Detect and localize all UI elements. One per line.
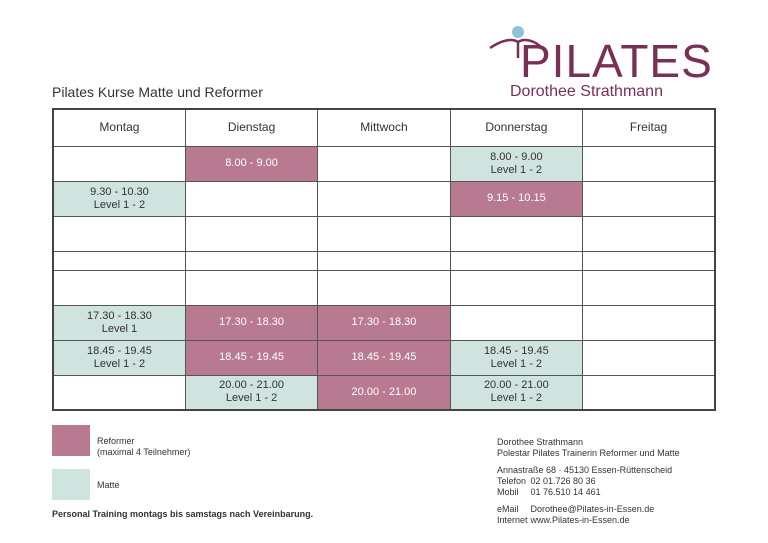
schedule-table xyxy=(52,108,716,411)
class-level: Level 1 - 2 xyxy=(93,357,146,370)
day-header-mittwoch: Mittwoch xyxy=(318,109,450,146)
reformer-class-slot xyxy=(318,340,450,375)
matte-class-slot xyxy=(53,181,185,216)
reformer-class-slot xyxy=(185,340,317,375)
class-time: 9.30 - 10.30 xyxy=(90,185,149,198)
empty-slot xyxy=(185,270,317,305)
empty-slot xyxy=(583,340,715,375)
class-time: 20.00 - 21.00 xyxy=(483,379,549,392)
class-level: Level 1 - 2 xyxy=(490,163,543,176)
empty-slot xyxy=(318,181,450,216)
logo-wordmark: PILATES xyxy=(520,35,713,87)
empty-slot xyxy=(318,251,450,270)
mobile-label: Mobil xyxy=(497,487,519,497)
empty-slot xyxy=(583,146,715,181)
class-time: 8.00 - 9.00 xyxy=(225,157,278,169)
class-time: 8.00 - 9.00 xyxy=(490,150,543,163)
logo-name: Dorothee Strathmann xyxy=(510,83,663,100)
empty-slot xyxy=(318,216,450,251)
day-header-montag: Montag xyxy=(53,109,185,146)
empty-slot xyxy=(450,251,582,270)
header-row xyxy=(53,109,715,146)
logo xyxy=(484,22,713,100)
empty-slot xyxy=(318,146,450,181)
mobile-value: 01 76.510 14 461 xyxy=(530,487,601,497)
schedule-row xyxy=(53,340,715,375)
matte-class-slot xyxy=(53,305,185,340)
personal-training-note: Personal Training montags bis samstags nach Vereinbarung. xyxy=(52,509,314,519)
empty-slot xyxy=(318,270,450,305)
contact-address: Annastraße 68 · 45130 Essen-Rüttenscheid xyxy=(497,465,673,475)
page-title: Pilates Kurse Matte und Reformer xyxy=(52,84,263,100)
legend-reformer-label xyxy=(97,436,190,458)
reformer-class-slot xyxy=(450,181,582,216)
contact-name: Dorothee Strathmann xyxy=(497,437,584,447)
matte-class-slot xyxy=(53,340,185,375)
reformer-class-slot xyxy=(185,146,317,181)
schedule-row xyxy=(53,181,715,216)
empty-slot xyxy=(53,270,185,305)
matte-class-slot xyxy=(450,340,582,375)
reformer-class-slot xyxy=(185,305,317,340)
web-label: Internet xyxy=(497,515,528,525)
contact-subtitle: Polestar Pilates Trainerin Reformer und Matte xyxy=(497,448,680,458)
class-time: 20.00 - 21.00 xyxy=(219,379,284,392)
day-header-donnerstag: Donnerstag xyxy=(450,109,582,146)
schedule-row xyxy=(53,270,715,305)
contact-email-line xyxy=(497,504,717,515)
empty-slot xyxy=(53,251,185,270)
empty-slot xyxy=(450,216,582,251)
empty-slot xyxy=(450,305,582,340)
class-time: 9.15 - 10.15 xyxy=(487,192,546,204)
class-time: 18.45 - 19.45 xyxy=(351,351,417,363)
empty-slot xyxy=(53,146,185,181)
class-time: 17.30 - 18.30 xyxy=(351,316,417,328)
schedule-row xyxy=(53,305,715,340)
empty-slot xyxy=(583,270,715,305)
empty-slot xyxy=(53,375,185,410)
class-level: Level 1 - 2 xyxy=(225,392,278,405)
empty-slot xyxy=(583,181,715,216)
empty-slot xyxy=(53,216,185,251)
reformer-class-slot xyxy=(318,375,450,410)
schedule-row xyxy=(53,375,715,410)
schedule-body xyxy=(53,146,715,410)
email-label: eMail xyxy=(497,504,519,514)
matte-class-slot xyxy=(450,375,582,410)
legend-reformer-text: Reformer xyxy=(97,436,135,446)
empty-slot xyxy=(583,216,715,251)
class-level: Level 1 - 2 xyxy=(490,357,543,370)
class-time: 18.45 - 19.45 xyxy=(219,351,284,363)
class-time: 18.45 - 19.45 xyxy=(87,344,152,357)
empty-slot xyxy=(185,251,317,270)
legend-matte-swatch xyxy=(52,469,90,500)
class-level: Level 1 xyxy=(101,322,138,335)
empty-slot xyxy=(185,181,317,216)
matte-class-slot xyxy=(185,375,317,410)
empty-slot xyxy=(583,375,715,410)
email-link[interactable]: Dorothee@Pilates-in-Essen.de xyxy=(530,504,655,514)
phone-value: 02 01.726 80 36 xyxy=(530,476,596,486)
day-header-freitag: Freitag xyxy=(583,109,715,146)
class-time: 17.30 - 18.30 xyxy=(87,309,152,322)
schedule-row xyxy=(53,216,715,251)
class-level: Level 1 - 2 xyxy=(490,392,543,405)
class-time: 18.45 - 19.45 xyxy=(483,344,549,357)
empty-slot xyxy=(450,270,582,305)
class-time: 20.00 - 21.00 xyxy=(351,385,417,398)
legend-reformer-swatch xyxy=(52,425,90,456)
schedule-row xyxy=(53,251,715,270)
phone-label: Telefon xyxy=(497,476,527,486)
day-header-dienstag: Dienstag xyxy=(185,109,317,146)
contact-web-line xyxy=(497,515,717,526)
matte-class-slot xyxy=(450,146,582,181)
empty-slot xyxy=(583,251,715,270)
legend-reformer-note: (maximal 4 Teilnehmer) xyxy=(97,447,191,457)
class-level: Level 1 - 2 xyxy=(93,198,146,211)
contact-block xyxy=(497,437,717,526)
contact-mobile-line xyxy=(497,487,717,498)
schedule-row xyxy=(53,146,715,181)
reformer-class-slot xyxy=(318,305,450,340)
legend-matte-label: Matte xyxy=(97,480,120,490)
class-time: 17.30 - 18.30 xyxy=(219,316,284,328)
web-link[interactable]: www.Pilates-in-Essen.de xyxy=(530,515,630,525)
empty-slot xyxy=(583,305,715,340)
contact-phone-line xyxy=(497,476,717,487)
empty-slot xyxy=(185,216,317,251)
